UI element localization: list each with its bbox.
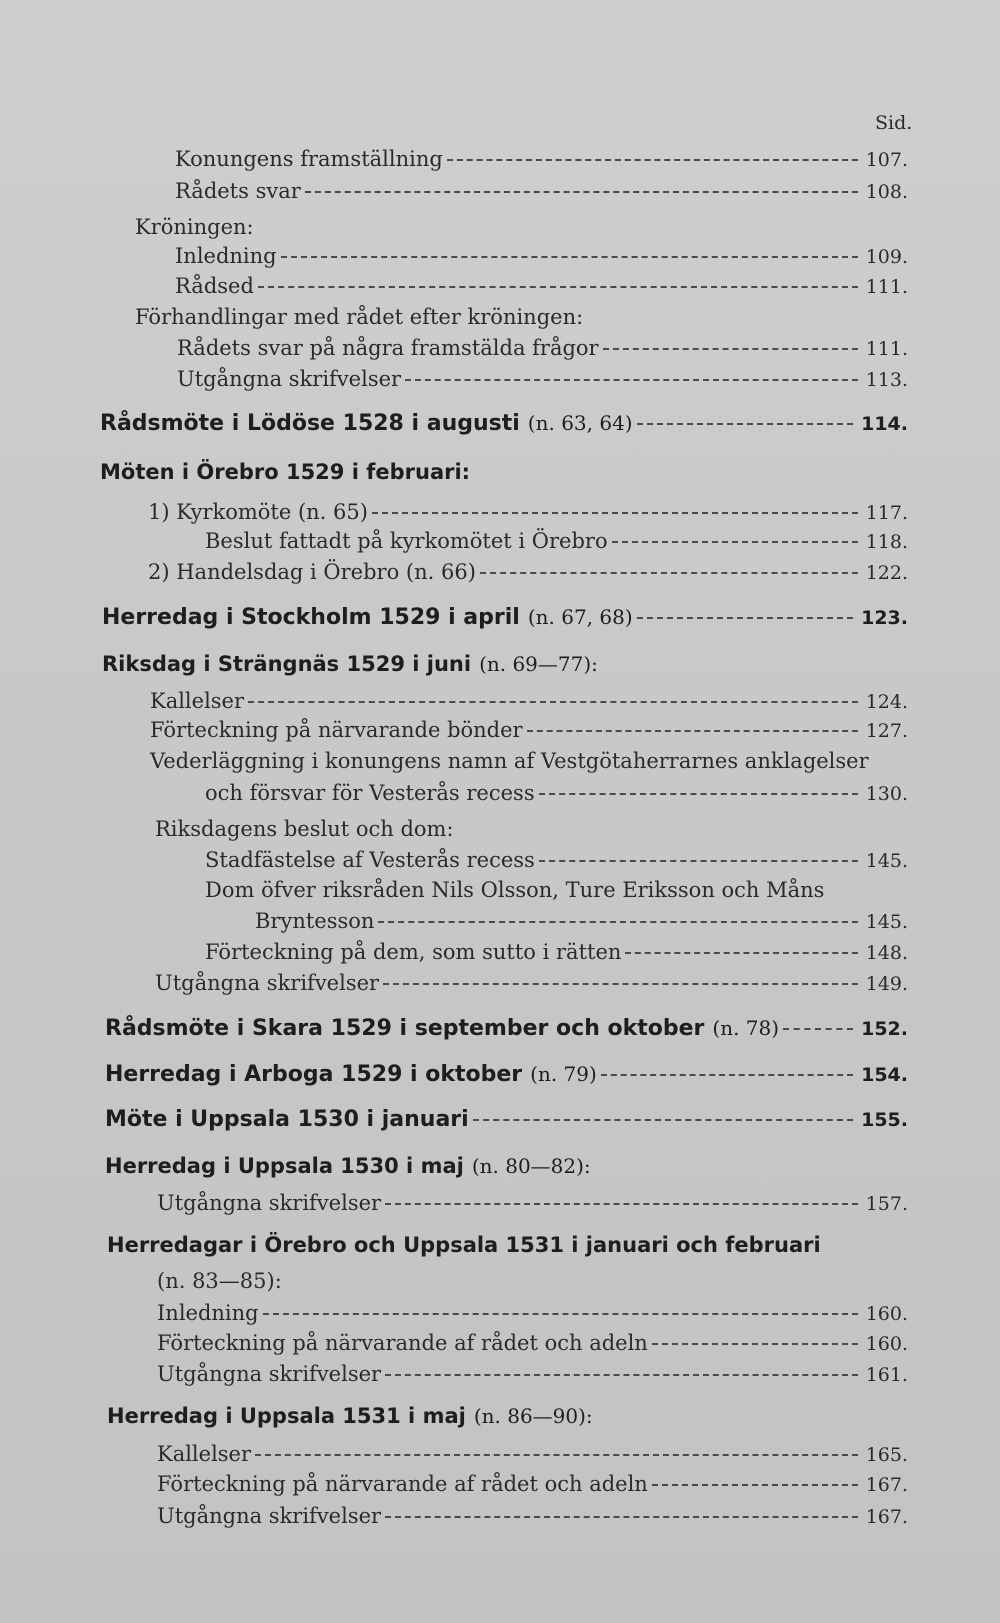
heading-reference: (n. 86—90): (473, 1404, 593, 1428)
page-number: 108. (865, 181, 908, 203)
dot-leader (385, 1516, 858, 1518)
toc-entry (205, 876, 824, 904)
page-number: 145. (865, 911, 908, 933)
heading-reference: (n. 67, 68) (527, 605, 633, 629)
page-number: 124. (865, 691, 908, 713)
page-number: 149. (865, 973, 908, 995)
entry-text: Inledning (157, 1301, 259, 1325)
dot-leader (258, 286, 858, 288)
entry-text: Rådets svar på några framstälda frågor (177, 336, 599, 360)
page-number: 165. (865, 1444, 908, 1466)
entry-text: Utgångna skrifvelser (157, 1191, 382, 1215)
entry-text: Inledning (175, 244, 277, 268)
page-number: 154. (861, 1064, 908, 1086)
dot-leader (372, 512, 858, 514)
toc-entry (148, 558, 908, 587)
page-number: 155. (861, 1109, 908, 1131)
toc-entry (135, 303, 583, 331)
toc-entry (148, 498, 908, 527)
heading-title: Herredag i Uppsala 1530 i maj (105, 1154, 464, 1178)
toc-entry (155, 969, 908, 998)
entry-text: Konungens framställning (175, 147, 443, 171)
toc-entry (150, 687, 908, 716)
entry-text: Utgångna skrifvelser (157, 1362, 382, 1386)
page-number: 107. (865, 149, 908, 171)
toc-heading (105, 1014, 908, 1043)
entry-text: och försvar för Vesterås recess (205, 781, 535, 805)
toc-entry (135, 213, 254, 241)
page-number: 123. (861, 607, 908, 629)
dot-leader (625, 952, 857, 954)
page-number: 148. (865, 942, 908, 964)
toc-heading (102, 603, 908, 632)
dot-leader (637, 423, 853, 425)
toc-heading (107, 1231, 821, 1259)
toc-entry (155, 815, 454, 843)
page-number: 122. (865, 562, 908, 584)
page-number: 114. (861, 413, 908, 435)
toc-heading (100, 458, 470, 486)
toc-entry (157, 1470, 908, 1499)
entry-text: Förteckning på närvarande bönder (150, 718, 523, 742)
dot-leader (612, 541, 858, 543)
page-number: 118. (865, 531, 908, 553)
dot-leader (385, 1374, 858, 1376)
dot-leader (601, 1074, 853, 1076)
dot-leader (603, 348, 858, 350)
page-number: 160. (865, 1333, 908, 1355)
toc-entry (157, 1440, 908, 1469)
dot-leader (473, 1119, 853, 1121)
entry-text: Förteckning på dem, som sutto i rätten (205, 940, 622, 964)
dot-leader (383, 983, 858, 985)
dot-leader (539, 793, 858, 795)
entry-text: Vederläggning i konungens namn af Vestgötaherrarnes anklagelser (150, 749, 869, 773)
heading-reference: (n. 69—77): (479, 652, 598, 676)
toc-entry (177, 365, 908, 394)
dot-leader (652, 1343, 858, 1345)
toc-heading (102, 650, 598, 678)
dot-leader (652, 1484, 858, 1486)
toc-entry (150, 747, 869, 775)
entry-text: Utgångna skrifvelser (157, 1504, 382, 1528)
dot-leader (248, 701, 858, 703)
toc-entry (157, 1329, 908, 1358)
dot-leader (255, 1454, 858, 1456)
entry-text: Kallelser (150, 689, 245, 713)
page-number: 145. (865, 850, 908, 872)
toc-entry (175, 242, 908, 271)
dot-leader (527, 730, 858, 732)
heading-title: Herredagar i Örebro och Uppsala 1531 i januari och februari (107, 1233, 821, 1257)
entry-text: Beslut fattadt på kyrkomötet i Örebro (205, 529, 608, 553)
toc-heading (100, 409, 908, 438)
page-number: 111. (865, 276, 908, 298)
toc-heading (105, 1060, 908, 1089)
entry-text: Rådsed (175, 274, 254, 298)
entry-text: Bryntesson (255, 909, 375, 933)
toc-entry (205, 938, 908, 967)
dot-leader (783, 1028, 853, 1030)
page-number: 152. (861, 1018, 908, 1040)
page-number: 167. (865, 1506, 908, 1528)
entry-text: Dom öfver riksråden Nils Olsson, Ture Eriksson och Måns (205, 878, 825, 902)
toc-entry (205, 846, 908, 875)
entry-text: Förteckning på närvarande af rådet och adeln (157, 1331, 648, 1355)
heading-title: Herredag i Stockholm 1529 i april (102, 605, 520, 630)
page-number: 167. (865, 1474, 908, 1496)
toc-entry (175, 177, 908, 206)
dot-leader (539, 860, 858, 862)
entry-text: Förteckning på närvarande af rådet och adeln (157, 1472, 648, 1496)
toc-entry (157, 1299, 908, 1328)
entry-text: Kallelser (157, 1442, 252, 1466)
heading-title: Riksdag i Strängnäs 1529 i juni (102, 652, 472, 676)
entry-text: 2) Handelsdag i Örebro (n. 66) (148, 560, 476, 584)
dot-leader (447, 159, 858, 161)
page-number: 160. (865, 1303, 908, 1325)
toc-entry (157, 1267, 282, 1295)
entry-text: Förhandlingar med rådet efter kröningen: (135, 305, 584, 329)
dot-leader (378, 921, 857, 923)
dot-leader (305, 191, 858, 193)
page-number: 113. (865, 369, 908, 391)
heading-title: Rådsmöte i Lödöse 1528 i augusti (100, 411, 520, 436)
heading-title: Rådsmöte i Skara 1529 i september och oktober (105, 1016, 705, 1041)
toc-entry (175, 145, 908, 174)
toc-heading (105, 1106, 908, 1134)
dot-leader (480, 572, 858, 574)
dot-leader (281, 256, 858, 258)
heading-title: Herredag i Arboga 1529 i oktober (105, 1062, 523, 1087)
dot-leader (405, 379, 858, 381)
toc-heading (105, 1152, 591, 1180)
toc-entry (157, 1502, 908, 1531)
toc-entry (157, 1189, 908, 1218)
page-number: 161. (865, 1364, 908, 1386)
page-number: 157. (865, 1193, 908, 1215)
entry-text: Kröningen: (135, 215, 254, 239)
page-number: 130. (865, 783, 908, 805)
toc-entry (175, 272, 908, 301)
toc-entry (255, 907, 908, 936)
dot-leader (385, 1203, 858, 1205)
entry-text: Utgångna skrifvelser (155, 971, 380, 995)
toc-entry (205, 779, 908, 808)
heading-title: Herredag i Uppsala 1531 i maj (107, 1404, 466, 1428)
page-number: 109. (865, 246, 908, 268)
entry-text: 1) Kyrkomöte (n. 65) (148, 500, 368, 524)
entry-text: Riksdagens beslut och dom: (155, 817, 454, 841)
heading-title: Möte i Uppsala 1530 i januari (105, 1107, 469, 1132)
entry-text: (n. 83—85): (157, 1269, 282, 1293)
dot-leader (263, 1313, 858, 1315)
toc-entry (177, 334, 908, 363)
page-number: 127. (865, 720, 908, 742)
page-number: 117. (865, 502, 908, 524)
entry-text: Utgångna skrifvelser (177, 367, 402, 391)
toc-heading (107, 1402, 593, 1430)
dot-leader (637, 617, 853, 619)
toc-entry (205, 527, 908, 556)
heading-reference: (n. 63, 64) (527, 411, 633, 435)
heading-reference: (n. 79) (530, 1062, 597, 1086)
page-number: 111. (865, 338, 908, 360)
page-column-header: Sid. (875, 112, 913, 134)
toc-entry (150, 716, 908, 745)
heading-reference: (n. 78) (712, 1016, 780, 1040)
entry-text: Rådets svar (175, 179, 301, 203)
entry-text: Stadfästelse af Vesterås recess (205, 848, 535, 872)
heading-reference: (n. 80—82): (471, 1154, 591, 1178)
toc-entry (157, 1360, 908, 1389)
heading-title: Möten i Örebro 1529 i februari: (100, 460, 471, 484)
